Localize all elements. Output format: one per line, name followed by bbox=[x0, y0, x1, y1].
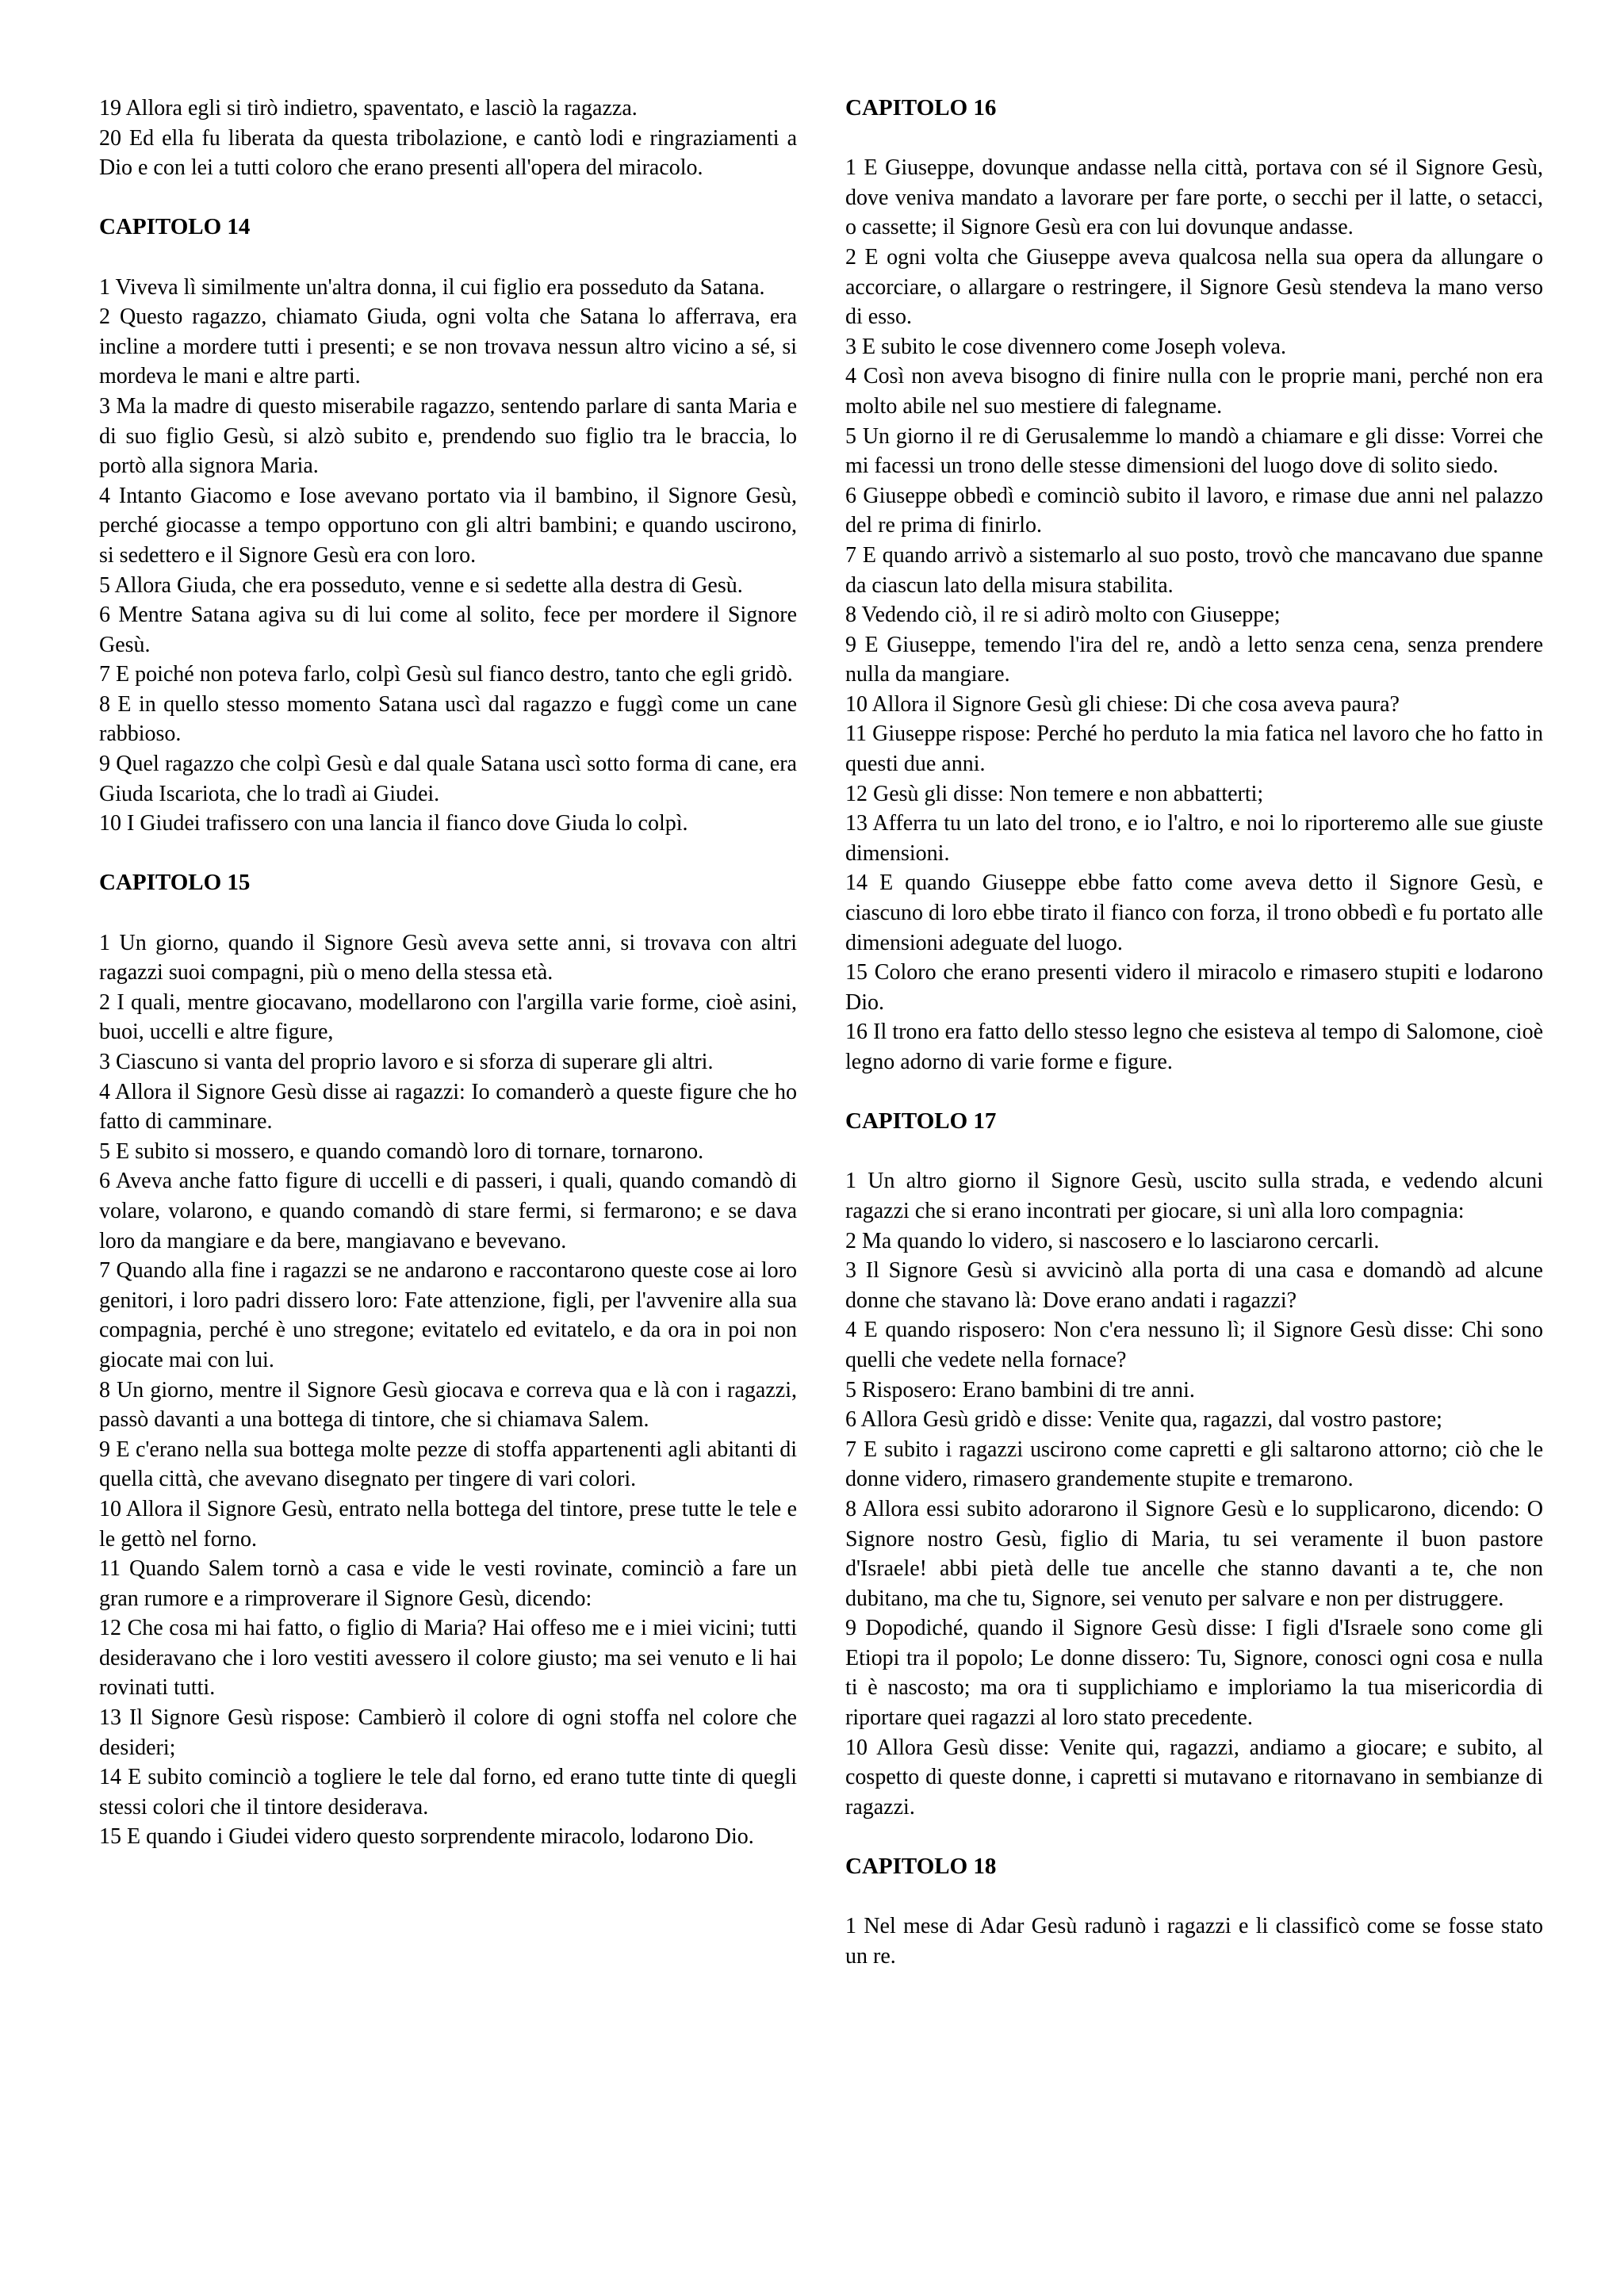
verse-paragraph: 9 E Giuseppe, temendo l'ira del re, andò a letto senza cena, senza prendere nulla da mangiare. bbox=[845, 632, 1543, 687]
verse-paragraph: 16 Il trono era fatto dello stesso legno che esisteva al tempo di Salomone, cioè legno adorno di varie forme e figure. bbox=[845, 1020, 1543, 1074]
verse-paragraph: 7 E subito i ragazzi uscirono come capretti e gli saltarono attorno; ciò che le donne videro, rimasero grandemente stupite e tremarono. bbox=[845, 1437, 1543, 1492]
verse-paragraph: 12 Che cosa mi hai fatto, o figlio di Maria? Hai offeso me e i miei vicini; tutti desideravano che i loro vestiti avessero il colore giusto; ma sei venuto e li hai rovinati tutti. bbox=[99, 1616, 797, 1701]
verse-paragraph: 4 E quando risposero: Non c'era nessuno lì; il Signore Gesù disse: Chi sono quelli che vedete nella fornace? bbox=[845, 1318, 1543, 1372]
verse-paragraph: 5 E subito si mossero, e quando comandò loro di tornare, tornarono. bbox=[99, 1138, 704, 1164]
verse-paragraph: 7 E poiché non poteva farlo, colpì Gesù sul fianco destro, tanto che egli gridò. bbox=[99, 662, 793, 687]
verse-paragraph: 8 Vedendo ciò, il re si adirò molto con Giuseppe; bbox=[845, 603, 1281, 628]
verse-paragraph: 6 Mentre Satana agiva su di lui come al solito, fece per mordere il Signore Gesù. bbox=[99, 603, 797, 657]
verse-paragraph: 2 Questo ragazzo, chiamato Giuda, ogni volta che Satana lo afferrava, era incline a mordere tutti i presenti; e se non trovava nessun altro vicino a sé, si mordeva le mani e altre parti. bbox=[99, 304, 797, 389]
verse-paragraph: 3 Il Signore Gesù si avvicinò alla porta di una casa e domandò ad alcune donne che stavano là: Dove erano andati i ragazzi? bbox=[845, 1258, 1543, 1313]
verse-paragraph: 14 E subito cominciò a togliere le tele dal forno, ed erano tutte tinte di quegli stessi colori che il tintore desiderava. bbox=[99, 1765, 797, 1820]
verse-paragraph: 13 Afferra tu un lato del trono, e io l'altro, e noi lo riporteremo alle sue giuste dimensioni. bbox=[845, 811, 1543, 866]
verse-paragraph: 1 Viveva lì similmente un'altra donna, il cui figlio era posseduto da Satana. bbox=[99, 274, 765, 300]
verse-paragraph: 8 E in quello stesso momento Satana uscì dal ragazzo e fuggì come un cane rabbioso. bbox=[99, 691, 797, 747]
chapter-heading: CAPITOLO 14 bbox=[99, 214, 251, 240]
verse-paragraph: 8 Allora essi subito adorarono il Signore Gesù e lo supplicarono, dicendo: O Signore nostro Gesù, figlio di Maria, tu sei veramente il buon pastore d'Israele! abbi pietà delle tue ancelle che stanno davanti a te, che non dubitano, ma che tu, Signore, sei venuto per salvare e non per distruggere. bbox=[845, 1496, 1543, 1611]
left-column bbox=[99, 94, 797, 1852]
verse-paragraph: 14 E quando Giuseppe ebbe fatto come aveva detto il Signore Gesù, e ciascuno di loro ebbe tirato il fianco con forza, il trono obbedì e fu portato alle dimensioni adeguate del luogo. bbox=[845, 871, 1543, 955]
right-column bbox=[845, 94, 1543, 1971]
verse-paragraph: 10 Allora Gesù disse: Venite qui, ragazzi, andiamo a giocare; e subito, al cospetto di queste donne, i capretti si mutavano e ritornavano in sembianze di ragazzi. bbox=[845, 1735, 1543, 1820]
verse-paragraph: 4 Allora il Signore Gesù disse ai ragazzi: Io comanderò a queste figure che ho fatto di camminare. bbox=[99, 1079, 797, 1135]
verse-paragraph: 15 E quando i Giudei videro questo sorprendente miracolo, lodarono Dio. bbox=[99, 1824, 754, 1850]
verse-paragraph: 10 Allora il Signore Gesù, entrato nella bottega del tintore, prese tutte le tele e le gettò nel forno. bbox=[99, 1496, 797, 1552]
verse-paragraph: 13 Il Signore Gesù rispose: Cambierò il colore di ogni stoffa nel colore che desideri; bbox=[99, 1705, 797, 1760]
verse-paragraph: 4 Così non aveva bisogno di finire nulla con le proprie mani, perché non era molto abile nel suo mestiere di falegname. bbox=[845, 364, 1543, 419]
verse-paragraph: 3 E subito le cose divennero come Joseph voleva. bbox=[845, 334, 1286, 359]
verse-paragraph: 11 Quando Salem tornò a casa e vide le vesti rovinate, cominciò a fare un gran rumore e a rimproverare il Signore Gesù, dicendo: bbox=[99, 1556, 797, 1611]
verse-paragraph: 9 Quel ragazzo che colpì Gesù e dal quale Satana uscì sotto forma di cane, era Giuda Iscariota, che lo tradì ai Giudei. bbox=[99, 752, 797, 806]
verse-paragraph: 4 Intanto Giacomo e Iose avevano portato via il bambino, il Signore Gesù, perché giocasse a tempo opportuno con gli altri bambini; e quando uscirono, si sedettero e il Signore Gesù era con loro. bbox=[99, 483, 797, 568]
verse-paragraph: 20 Ed ella fu liberata da questa tribolazione, e cantò lodi e ringraziamenti a Dio e con lei a tutti coloro che erano presenti all'opera del miracolo. bbox=[99, 125, 797, 181]
verse-paragraph: 3 Ciascuno si vanta del proprio lavoro e si sforza di superare gli altri. bbox=[99, 1050, 714, 1074]
verse-paragraph: 5 Risposero: Erano bambini di tre anni. bbox=[845, 1377, 1195, 1402]
verse-paragraph: 9 E c'erano nella sua bottega molte pezze di stoffa appartenenti agli abitanti di quella città, che avevano disegnato per tingere di vari colori. bbox=[99, 1437, 797, 1492]
verse-paragraph: 3 Ma la madre di questo miserabile ragazzo, sentendo parlare di santa Maria e di suo figlio Gesù, si alzò subito e, prendendo suo figlio tra le braccia, lo portò alla signora Maria. bbox=[99, 393, 797, 479]
verse-paragraph: 6 Aveva anche fatto figure di uccelli e di passeri, i quali, quando comandò di volare, volarono, e quando comandò di stare fermi, si fermarono; e se dava loro da mangiare e da bere, mangiavano e bevevano. bbox=[99, 1169, 797, 1253]
verse-paragraph: 2 Ma quando lo videro, si nascosero e lo lasciarono cercarli. bbox=[845, 1228, 1380, 1253]
verse-paragraph: 2 I quali, mentre giocavano, modellarono con l'argilla varie forme, cioè asini, buoi, uccelli e altre figure, bbox=[99, 989, 797, 1045]
verse-paragraph: 6 Allora Gesù gridò e disse: Venite qua, ragazzi, dal vostro pastore; bbox=[845, 1407, 1442, 1433]
verse-paragraph: 1 Nel mese di Adar Gesù radunò i ragazzi e li classificò come se fosse stato un re. bbox=[845, 1914, 1543, 1969]
verse-paragraph: 5 Un giorno il re di Gerusalemme lo mandò a chiamare e gli disse: Vorrei che mi facessi un trono delle stesse dimensioni del luogo dove di solito siedo. bbox=[845, 423, 1543, 479]
verse-paragraph: 1 Un altro giorno il Signore Gesù, uscito sulla strada, e vedendo alcuni ragazzi che si erano incontrati per giocare, si unì alla loro compagnia: bbox=[845, 1169, 1543, 1223]
verse-paragraph: 1 E Giuseppe, dovunque andasse nella città, portava con sé il Signore Gesù, dove veniva mandato a lavorare per fare porte, o secchi per il latte, o setacci, o cassette; il Signore Gesù era con lui dovunque andasse. bbox=[845, 155, 1543, 240]
verse-paragraph: 5 Allora Giuda, che era posseduto, venne e si sedette alla destra di Gesù. bbox=[99, 572, 743, 598]
verse-paragraph: 15 Coloro che erano presenti videro il miracolo e rimasero stupiti e lodarono Dio. bbox=[845, 960, 1543, 1015]
verse-paragraph: 10 I Giudei trafissero con una lancia il fianco dove Giuda lo colpì. bbox=[99, 811, 688, 836]
verse-paragraph: 11 Giuseppe rispose: Perché ho perduto la mia fatica nel lavoro che ho fatto in questi due anni. bbox=[845, 721, 1543, 777]
verse-paragraph: 9 Dopodiché, quando il Signore Gesù disse: I figli d'Israele sono come gli Etiopi tra il popolo; Le donne dissero: Tu, Signore, conosci ogni cosa e nulla ti è nascosto; ma ora ti supplichiamo e imploriamo la tua misericordia di riportare quei ragazzi al loro stato precedente. bbox=[845, 1616, 1543, 1731]
verse-paragraph: 6 Giuseppe obbedì e cominciò subito il lavoro, e rimase due anni nel palazzo del re prima di finirlo. bbox=[845, 483, 1543, 538]
verse-paragraph: 1 Un giorno, quando il Signore Gesù aveva sette anni, si trovava con altri ragazzi suoi compagni, più o meno della stessa età. bbox=[99, 930, 797, 985]
verse-paragraph: 10 Allora il Signore Gesù gli chiese: Di che cosa aveva paura? bbox=[845, 691, 1400, 717]
verse-paragraph: 2 E ogni volta che Giuseppe aveva qualcosa nella sua opera da allungare o accorciare, o allargare o restringere, il Signore Gesù stendeva la mano verso di esso. bbox=[845, 244, 1543, 330]
chapter-heading: CAPITOLO 17 bbox=[845, 1108, 997, 1135]
chapter-heading: CAPITOLO 15 bbox=[99, 870, 251, 896]
verse-paragraph: 19 Allora egli si tirò indietro, spaventato, e lasciò la ragazza. bbox=[99, 96, 638, 121]
chapter-heading: CAPITOLO 18 bbox=[845, 1854, 997, 1880]
verse-paragraph: 7 E quando arrivò a sistemarlo al suo posto, trovò che mancavano due spanne da ciascun lato della misura stabilita. bbox=[845, 542, 1543, 598]
chapter-heading: CAPITOLO 16 bbox=[845, 95, 997, 121]
verse-paragraph: 8 Un giorno, mentre il Signore Gesù giocava e correva qua e là con i ragazzi, passò davanti a una bottega di tintore, che si chiamava Salem. bbox=[99, 1377, 797, 1433]
verse-paragraph: 12 Gesù gli disse: Non temere e non abbatterti; bbox=[845, 781, 1264, 806]
verse-paragraph: 7 Quando alla fine i ragazzi se ne andarono e raccontarono queste cose ai loro genitori, i loro padri dissero loro: Fate attenzione, figli, per l'avvenire alla sua compagnia, perché è uno stregone; evitatelo ed evitatelo, e da ora in poi non giocate mai con lui. bbox=[99, 1258, 797, 1372]
